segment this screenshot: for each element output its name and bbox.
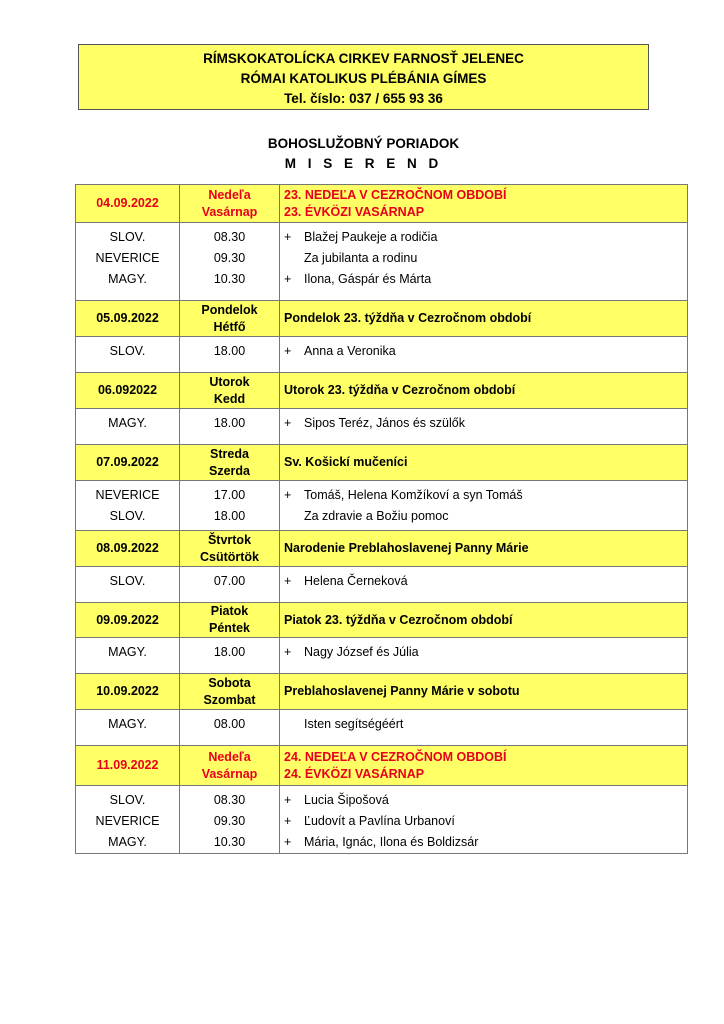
- liturgical-day-sk: Narodenie Preblahoslavenej Panny Márie: [284, 541, 529, 555]
- day-header-row: [76, 603, 688, 638]
- mass-row: [76, 223, 688, 301]
- liturgical-day: [280, 185, 688, 223]
- mass-time: 08.00: [213, 717, 246, 731]
- header-line-parish-sk: RÍMSKOKATOLÍCKA CIRKEV FARNOSŤ JELENEC: [203, 51, 524, 66]
- mass-intention-text: Mária, Ignác, Ilona és Boldizsár: [304, 835, 479, 849]
- liturgical-day-sk: Pondelok 23. týždňa v Cezročnom období: [284, 311, 532, 325]
- mass-row: [76, 786, 688, 854]
- day-name-hu: Csütörtök: [199, 549, 260, 564]
- mass-row: [76, 638, 688, 674]
- mass-intention-text: Ľudovít a Pavlína Urbanoví: [304, 814, 455, 828]
- mass-intention-text: Tomáš, Helena Komžíkoví a syn Tomáš: [304, 488, 523, 502]
- day-date: 10.09.2022: [76, 674, 180, 710]
- mass-intention-cell: [280, 481, 688, 531]
- day-date: 09.09.2022: [76, 603, 180, 638]
- mass-intention: [284, 790, 687, 811]
- mass-intention-text: Za jubilanta a rodinu: [304, 251, 418, 265]
- day-date: 08.09.2022: [76, 531, 180, 567]
- mass-intention: [284, 269, 687, 290]
- mass-intention: [284, 413, 687, 434]
- liturgical-day: [280, 373, 688, 409]
- day-name: [180, 445, 280, 481]
- day-name: [180, 301, 280, 337]
- mass-time-cell: [180, 223, 280, 301]
- deceased-cross-mark: +: [284, 814, 292, 828]
- mass-time-cell: [180, 481, 280, 531]
- mass-time-cell: [180, 638, 280, 674]
- mass-time-cell: [180, 710, 280, 746]
- mass-intention: [284, 227, 687, 248]
- mass-intention: [284, 248, 687, 269]
- liturgical-day-sk: Sv. Košickí mučeníci: [284, 455, 408, 469]
- liturgical-day-sk: Preblahoslavenej Panny Márie v sobotu: [284, 684, 520, 698]
- day-header-row: [76, 531, 688, 567]
- liturgical-day: [280, 445, 688, 481]
- day-date: 04.09.2022: [76, 185, 180, 223]
- day-header-row: [76, 445, 688, 481]
- liturgical-day-sk: 23. NEDEĽA V CEZROČNOM OBDOBÍ: [284, 187, 507, 202]
- deceased-cross-mark: +: [284, 574, 292, 588]
- mass-row: [76, 481, 688, 531]
- mass-language: NEVERICE: [95, 488, 160, 502]
- mass-language: SLOV.: [109, 230, 146, 244]
- mass-time: 09.30: [213, 814, 246, 828]
- mass-row: [76, 710, 688, 746]
- mass-row: [76, 337, 688, 373]
- mass-language-cell: [76, 223, 180, 301]
- liturgical-day-hu: 23. ÉVKÖZI VASÁRNAP: [284, 204, 425, 219]
- mass-language: MAGY.: [108, 272, 147, 286]
- mass-language: SLOV.: [109, 344, 146, 358]
- day-name-sk: Štvrtok: [207, 532, 252, 547]
- mass-intention-cell: [280, 567, 688, 603]
- mass-intention: [284, 571, 687, 592]
- mass-intention-text: Nagy József és Júlia: [304, 645, 419, 659]
- day-name-hu: Vasárnap: [201, 204, 258, 219]
- day-name: [180, 746, 280, 786]
- document-title: [78, 134, 649, 174]
- mass-time: 10.30: [213, 272, 246, 286]
- mass-time-cell: [180, 567, 280, 603]
- mass-intention: [284, 811, 687, 832]
- deceased-cross-mark: +: [284, 488, 292, 502]
- mass-intention: [284, 714, 687, 735]
- liturgical-day: [280, 301, 688, 337]
- mass-intention-cell: [280, 710, 688, 746]
- mass-row: [76, 567, 688, 603]
- mass-intention-cell: [280, 638, 688, 674]
- mass-language-cell: [76, 481, 180, 531]
- mass-language: MAGY.: [108, 645, 147, 659]
- mass-language: MAGY.: [108, 835, 147, 849]
- liturgical-day: [280, 746, 688, 786]
- day-name: [180, 603, 280, 638]
- mass-time: 08.30: [213, 230, 246, 244]
- day-name-sk: Streda: [210, 446, 249, 461]
- mass-language: NEVERICE: [95, 251, 160, 265]
- day-name-hu: Szerda: [209, 463, 250, 478]
- day-name: [180, 531, 280, 567]
- deceased-cross-mark: +: [284, 793, 292, 807]
- deceased-cross-mark: +: [284, 835, 292, 849]
- mass-time: 07.00: [213, 574, 246, 588]
- mass-intention-text: Blažej Paukeje a rodičia: [304, 230, 438, 244]
- mass-intention-text: Anna a Veronika: [304, 344, 396, 358]
- mass-language-cell: [76, 786, 180, 854]
- liturgical-day: [280, 603, 688, 638]
- mass-time: 10.30: [213, 835, 246, 849]
- mass-language: NEVERICE: [95, 814, 160, 828]
- day-name-hu: Péntek: [209, 621, 250, 635]
- mass-time: 18.00: [213, 344, 246, 358]
- mass-time: 17.00: [213, 488, 246, 502]
- day-header-row: [76, 301, 688, 337]
- day-name-sk: Pondelok: [201, 302, 258, 317]
- deceased-cross-mark: +: [284, 416, 292, 430]
- mass-time: 18.00: [213, 509, 246, 523]
- mass-schedule-table: [75, 184, 688, 854]
- liturgical-day-sk: Piatok 23. týždňa v Cezročnom období: [284, 612, 513, 627]
- day-date: 07.09.2022: [76, 445, 180, 481]
- mass-intention: [284, 341, 687, 362]
- mass-time-cell: [180, 786, 280, 854]
- mass-language: SLOV.: [109, 574, 146, 588]
- mass-intention-cell: [280, 223, 688, 301]
- liturgical-day: [280, 531, 688, 567]
- mass-time: 09.30: [213, 251, 246, 265]
- header-line-parish-hu: RÓMAI KATOLIKUS PLÉBÁNIA GÍMES: [240, 71, 487, 86]
- liturgical-day-sk: Utorok 23. týždňa v Cezročnom období: [284, 383, 516, 397]
- mass-language-cell: [76, 638, 180, 674]
- deceased-cross-mark: +: [284, 230, 292, 244]
- title-sk: BOHOSLUŽOBNÝ PORIADOK: [267, 136, 460, 151]
- mass-intention-text: Ilona, Gáspár és Márta: [304, 272, 432, 286]
- deceased-cross-mark: +: [284, 645, 292, 659]
- mass-time: 08.30: [213, 793, 246, 807]
- day-name: [180, 373, 280, 409]
- day-name-hu: Szombat: [203, 692, 256, 707]
- day-date: 05.09.2022: [76, 301, 180, 337]
- deceased-cross-mark: +: [284, 272, 292, 286]
- mass-intention-cell: [280, 337, 688, 373]
- liturgical-day-hu: 24. ÉVKÖZI VASÁRNAP: [284, 766, 425, 781]
- mass-language-cell: [76, 710, 180, 746]
- day-name-sk: Sobota: [208, 675, 251, 690]
- mass-language: MAGY.: [108, 416, 147, 430]
- mass-row: [76, 409, 688, 445]
- mass-language-cell: [76, 567, 180, 603]
- header-line-phone: Tel. číslo: 037 / 655 93 36: [284, 91, 443, 106]
- mass-time-cell: [180, 409, 280, 445]
- mass-intention-text: Sipos Teréz, János és szülők: [304, 416, 465, 430]
- deceased-cross-mark: +: [284, 344, 292, 358]
- mass-language-cell: [76, 409, 180, 445]
- parish-header: [78, 44, 649, 110]
- mass-language: SLOV.: [109, 793, 146, 807]
- mass-intention-text: Za zdravie a Božiu pomoc: [304, 509, 449, 523]
- mass-intention: [284, 642, 687, 663]
- day-name-hu: Vasárnap: [201, 766, 258, 781]
- mass-intention-cell: [280, 786, 688, 854]
- day-name-hu: Hétfő: [213, 319, 246, 334]
- mass-language: SLOV.: [109, 509, 146, 523]
- mass-intention-text: Isten segítségéért: [304, 717, 404, 731]
- mass-language: MAGY.: [108, 717, 147, 731]
- day-name-sk: Piatok: [210, 604, 249, 618]
- day-name-sk: Utorok: [209, 374, 250, 389]
- mass-intention-text: Lucia Šipošová: [304, 793, 389, 807]
- day-header-row: [76, 674, 688, 710]
- day-name-hu: Kedd: [213, 391, 246, 406]
- title-hu: M I S E R E N D: [284, 156, 443, 171]
- day-name: [180, 674, 280, 710]
- day-name-sk: Nedeľa: [208, 749, 251, 764]
- mass-intention-text: Helena Černeková: [304, 574, 408, 588]
- mass-time-cell: [180, 337, 280, 373]
- mass-time: 18.00: [213, 416, 246, 430]
- day-header-row: [76, 746, 688, 786]
- day-header-row: [76, 373, 688, 409]
- mass-language-cell: [76, 337, 180, 373]
- mass-intention: [284, 832, 687, 853]
- mass-intention-cell: [280, 409, 688, 445]
- day-header-row: [76, 185, 688, 223]
- mass-time: 18.00: [213, 645, 246, 659]
- day-name: [180, 185, 280, 223]
- day-date: 11.09.2022: [76, 746, 180, 786]
- day-name-sk: Nedeľa: [208, 187, 251, 202]
- mass-intention: [284, 485, 687, 506]
- liturgical-day: [280, 674, 688, 710]
- mass-intention: [284, 506, 687, 527]
- liturgical-day-sk: 24. NEDEĽA V CEZROČNOM OBDOBÍ: [284, 749, 507, 764]
- day-date: 06.092022: [76, 373, 180, 409]
